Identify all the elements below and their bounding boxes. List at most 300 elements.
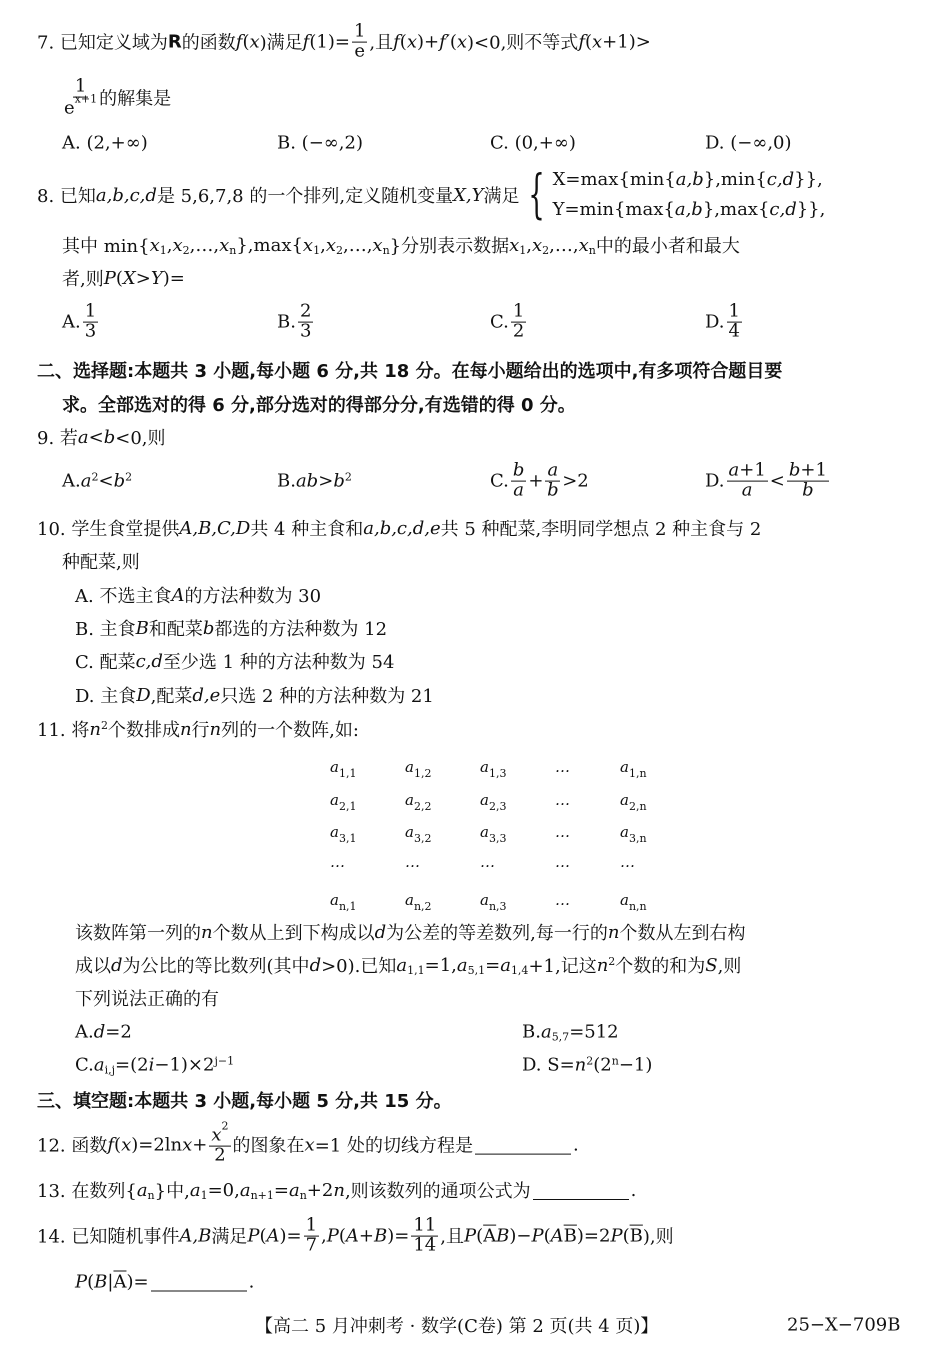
text-run: C. xyxy=(490,311,509,333)
math-var xyxy=(457,32,467,53)
text-run: x xyxy=(304,1134,315,1156)
text-run: f xyxy=(578,31,585,53)
math-var xyxy=(310,955,322,976)
math-var xyxy=(150,235,160,256)
math-var xyxy=(579,235,589,256)
matrix-cell xyxy=(330,791,357,813)
math-var xyxy=(767,169,794,190)
math-var xyxy=(111,955,123,976)
text-run: D. 主食 xyxy=(75,686,137,707)
cell-index: 1,n xyxy=(628,767,647,780)
text-run: x xyxy=(532,234,543,256)
text-line xyxy=(75,682,434,708)
superscript xyxy=(608,955,615,968)
cell-base: a xyxy=(480,823,489,841)
math-var xyxy=(211,1125,221,1146)
bold-text xyxy=(168,32,182,53)
text-run: <0,则 xyxy=(115,428,166,449)
answer-blank xyxy=(533,1181,629,1200)
math-var xyxy=(78,427,89,448)
text-line xyxy=(522,1055,652,1076)
text-run: a xyxy=(136,1179,148,1201)
text-run: $\overline{B}$ xyxy=(629,1225,643,1247)
text-run: n xyxy=(179,718,192,740)
text-run: 者,则 xyxy=(62,269,104,290)
cell-base: a xyxy=(330,823,339,841)
cell-base: … xyxy=(620,853,635,871)
math-var xyxy=(439,32,450,53)
fraction xyxy=(304,1214,319,1256)
cell-index: n,1 xyxy=(338,900,357,913)
math-var xyxy=(551,1226,564,1247)
math-var xyxy=(236,32,243,53)
numerator: 2 xyxy=(299,300,312,322)
cell-base: a xyxy=(480,891,489,909)
math-var xyxy=(675,199,703,220)
system-rows xyxy=(553,165,826,225)
text-run: =(2 xyxy=(115,1054,149,1076)
math-var xyxy=(496,1226,509,1247)
fraction xyxy=(511,300,526,342)
text-run: n xyxy=(574,1054,587,1076)
cell-base: a xyxy=(330,891,339,909)
text-line xyxy=(37,1087,452,1113)
subscript xyxy=(160,244,167,257)
text-run: R xyxy=(167,31,182,53)
text-run: d xyxy=(111,954,123,976)
text-run: n xyxy=(611,1054,619,1068)
math-var xyxy=(592,32,602,53)
text-run: 1 xyxy=(519,243,527,257)
text-run: < xyxy=(88,426,104,448)
matrix-cell xyxy=(555,758,570,776)
fraction xyxy=(545,459,560,501)
cell-index: n,3 xyxy=(488,900,507,913)
text-run: < xyxy=(98,470,114,492)
denominator xyxy=(802,479,814,501)
text-run: C. (0,+∞) xyxy=(490,132,576,154)
text-run: 满足 xyxy=(211,1227,248,1248)
math-var xyxy=(326,235,336,256)
text-run: )满足 xyxy=(259,33,303,54)
text-line xyxy=(62,300,100,342)
subscript xyxy=(519,244,526,257)
text-line xyxy=(75,1022,132,1043)
numerator: 1 xyxy=(305,1214,318,1236)
text-run: b xyxy=(103,426,116,448)
text-run: a xyxy=(77,426,89,448)
text-run: 1 xyxy=(313,243,321,257)
text-run: +1,记这 xyxy=(528,956,597,977)
text-run: 1,4 xyxy=(510,963,529,977)
denominator: 4 xyxy=(728,320,740,342)
text-run: n xyxy=(588,243,596,257)
math-var xyxy=(578,32,585,53)
text-run: A,B,C,D xyxy=(179,517,251,539)
text-run: b xyxy=(547,479,559,501)
text-run: a xyxy=(728,459,740,481)
math-var xyxy=(190,1180,201,1201)
text-run: f xyxy=(302,31,310,53)
text-run: 二、选择题:本题共 3 小题,每小题 6 分,共 18 分。在每小题给出的选项中,有多项符合题目要 xyxy=(37,361,783,382)
cell-index: n,n xyxy=(628,900,647,913)
matrix-cell xyxy=(480,891,507,913)
text-run: . xyxy=(248,1271,255,1293)
fraction xyxy=(727,300,742,342)
math-var xyxy=(94,1022,106,1043)
text-run: Y xyxy=(150,267,163,289)
math-var xyxy=(123,268,136,289)
text-run: },max{ xyxy=(236,234,303,256)
text-run: )− xyxy=(509,1225,532,1247)
text-line xyxy=(37,424,166,450)
text-run: D. S= xyxy=(522,1054,575,1076)
fraction xyxy=(352,20,367,62)
cell-base: a xyxy=(405,791,414,809)
text-run: )= xyxy=(126,1271,149,1293)
cell-index: 3,1 xyxy=(338,832,357,845)
text-run: x xyxy=(578,234,589,256)
text-run: x xyxy=(211,1124,222,1146)
math-var xyxy=(453,185,483,206)
matrix-cell xyxy=(405,791,432,813)
text-run: B xyxy=(374,1225,388,1247)
text-run: a,b,c,d,e xyxy=(363,517,441,539)
text-run: , xyxy=(166,234,173,256)
math-var xyxy=(509,235,519,256)
cell-base: … xyxy=(555,891,570,909)
text-run: ,…, xyxy=(549,234,579,256)
text-run: 满足 xyxy=(483,186,520,207)
denominator xyxy=(513,479,524,501)
cell-base: … xyxy=(480,853,495,871)
text-run: n xyxy=(382,243,390,257)
math-var xyxy=(179,518,250,539)
overlined-var xyxy=(564,1226,577,1247)
text-line xyxy=(37,1177,636,1203)
matrix-cell xyxy=(555,891,570,909)
text-run: 该数阵第一列的 xyxy=(75,923,201,944)
matrix-cell xyxy=(620,891,647,913)
subscript xyxy=(148,1189,155,1202)
matrix-cell xyxy=(330,891,357,913)
text-run: e xyxy=(64,97,75,119)
text-run: ),则 xyxy=(642,1227,674,1248)
text-run: ,…, xyxy=(342,234,373,256)
text-run: 12. 函数 xyxy=(37,1136,108,1157)
text-run: b xyxy=(333,470,345,492)
subscript xyxy=(251,1189,274,1202)
text-run: )=2 xyxy=(576,1225,611,1247)
text-run: 个数从左到右构 xyxy=(619,923,746,944)
math-var xyxy=(769,199,796,220)
text-group xyxy=(553,165,826,195)
text-run: n xyxy=(333,1179,345,1201)
text-run: )=2ln xyxy=(131,1134,183,1156)
text-line xyxy=(490,133,576,154)
math-var xyxy=(597,955,609,976)
text-run: 的图象在 xyxy=(232,1136,305,1157)
text-run: (1)= xyxy=(309,31,350,53)
math-var xyxy=(608,922,620,943)
text-run: B. (−∞,2) xyxy=(277,132,363,154)
math-var xyxy=(407,32,417,53)
text-run: 列的一个数阵,如: xyxy=(221,720,359,741)
text-run: 2 xyxy=(335,243,343,257)
cell-index: 1,3 xyxy=(488,767,507,780)
math-var xyxy=(296,471,318,492)
math-var xyxy=(136,651,163,672)
math-var xyxy=(705,955,717,976)
math-var xyxy=(192,685,220,706)
superscript xyxy=(101,719,108,732)
text-run: = xyxy=(485,954,501,976)
text-line xyxy=(62,75,172,119)
text-run: 2 xyxy=(91,470,99,484)
math-var xyxy=(372,235,382,256)
math-var xyxy=(374,1226,387,1247)
text-run: c,d xyxy=(766,169,795,190)
math-var xyxy=(393,32,400,53)
text-run: n xyxy=(229,243,237,257)
cell-index: 3,n xyxy=(628,832,647,845)
text-run: −1) xyxy=(618,1054,653,1076)
text-run: a xyxy=(239,1179,251,1201)
subscript xyxy=(300,1189,307,1202)
text-run: a,b xyxy=(675,169,704,190)
cell-index: n,2 xyxy=(413,900,432,913)
text-run: a xyxy=(288,1179,300,1201)
text-run: a xyxy=(396,954,408,976)
text-run: (2 xyxy=(593,1054,612,1076)
text-run: f xyxy=(107,1134,115,1156)
text-run: −1)×2 xyxy=(154,1054,215,1076)
text-run: 14. 已知随机事件 xyxy=(37,1227,180,1248)
text-run: x xyxy=(219,234,230,256)
text-run: B xyxy=(496,1225,510,1247)
text-run: A xyxy=(345,1225,359,1247)
math-var xyxy=(327,1226,339,1247)
text-run: a xyxy=(500,954,511,976)
text-run: 至少选 1 种的方法种数为 54 xyxy=(162,652,395,673)
text-line xyxy=(75,1055,234,1076)
text-run: B. xyxy=(277,470,296,492)
subscript xyxy=(383,244,390,257)
text-run: x xyxy=(325,234,336,256)
cell-base: a xyxy=(405,823,414,841)
math-var xyxy=(789,460,801,481)
denominator: 3 xyxy=(299,320,312,342)
text-run: B xyxy=(135,617,149,639)
superscript xyxy=(222,1120,229,1133)
overlined-var xyxy=(630,1226,643,1247)
text-run: 的函数 xyxy=(181,33,236,54)
cell-index: 2,n xyxy=(628,800,647,813)
cell-base: … xyxy=(405,853,420,871)
text-run: ,则 xyxy=(717,956,742,977)
cell-base: … xyxy=(555,823,570,841)
text-run: n xyxy=(201,921,213,943)
text-run: n xyxy=(607,921,620,943)
cell-base: a xyxy=(405,891,414,909)
math-var xyxy=(333,471,345,492)
matrix-cell xyxy=(405,853,420,871)
text-run: ( xyxy=(242,31,250,53)
fraction xyxy=(511,459,527,501)
text-run: A xyxy=(266,1225,280,1247)
numerator: 1 xyxy=(512,300,525,322)
cell-index: 2,2 xyxy=(413,800,432,813)
text-run: >2 xyxy=(562,470,589,492)
math-var xyxy=(676,169,704,190)
text-run: 2 xyxy=(586,1054,594,1068)
text-line xyxy=(277,133,363,154)
text-run: )+ xyxy=(416,31,440,53)
text-run: x xyxy=(149,234,160,256)
text-run: P xyxy=(464,1225,477,1247)
text-run: 种配菜,则 xyxy=(62,552,140,573)
text-run: B. xyxy=(277,311,296,333)
superscript xyxy=(612,1055,619,1068)
text-run: 成以 xyxy=(75,956,111,977)
text-run: a,b,c,d xyxy=(95,184,157,206)
superscript xyxy=(125,471,132,484)
text-run: . xyxy=(572,1134,579,1156)
text-run: A xyxy=(171,584,185,606)
cell-base: a xyxy=(620,891,629,909)
math-var xyxy=(396,955,407,976)
math-var xyxy=(137,1180,148,1201)
text-run: , xyxy=(320,234,326,256)
superscript xyxy=(586,1055,593,1068)
superscript xyxy=(75,93,97,106)
text-line xyxy=(75,615,387,641)
math-var xyxy=(210,719,222,740)
matrix-cell xyxy=(555,791,570,809)
matrix-cell xyxy=(620,791,647,813)
text-line xyxy=(75,919,745,945)
text-run: a xyxy=(547,459,559,481)
text-run: 2 xyxy=(182,243,190,257)
text-run: ( xyxy=(476,1225,484,1247)
text-line xyxy=(37,515,761,541)
text-run: )= xyxy=(279,1225,302,1247)
text-run: ( xyxy=(259,1225,267,1247)
text-run: A,B xyxy=(179,1225,212,1247)
text-run: =1 处的切线方程是 xyxy=(314,1136,473,1157)
math-var xyxy=(303,32,310,53)
text-run: x xyxy=(592,31,603,53)
text-run: ( xyxy=(543,1225,551,1247)
text-run: P xyxy=(531,1225,544,1247)
text-run: )= xyxy=(162,267,185,289)
math-var xyxy=(136,685,150,706)
text-run: 5,1 xyxy=(467,963,486,977)
math-var xyxy=(729,460,740,481)
text-run: C. xyxy=(75,1054,94,1076)
fraction xyxy=(64,75,98,119)
answer-blank xyxy=(151,1273,247,1292)
text-run: b xyxy=(802,479,814,501)
cell-base: a xyxy=(480,758,489,776)
text-run: 2 xyxy=(608,954,616,968)
subscript xyxy=(511,964,529,977)
text-run: ( xyxy=(338,1225,346,1247)
text-run: +1)> xyxy=(602,31,651,53)
math-var xyxy=(114,471,126,492)
text-line xyxy=(75,952,741,978)
subscript xyxy=(183,244,190,257)
text-run: A. xyxy=(62,311,81,333)
text-run: x xyxy=(372,234,383,256)
footer-code: 25−X−709B xyxy=(787,1314,901,1336)
text-line xyxy=(62,265,185,291)
text-run: > xyxy=(135,267,151,289)
math-var xyxy=(610,1226,622,1247)
text-run: =0, xyxy=(207,1179,240,1201)
text-run: a xyxy=(540,1021,552,1043)
math-var xyxy=(249,32,259,53)
text-run: A. 不选主食 xyxy=(75,586,172,607)
subscript xyxy=(336,244,343,257)
text-run: a xyxy=(80,470,92,492)
text-run: A xyxy=(550,1225,564,1247)
subscript xyxy=(105,1064,115,1077)
matrix-cell xyxy=(480,758,507,780)
denominator: 3 xyxy=(84,320,97,342)
matrix-cell xyxy=(555,853,570,871)
text-run: 只选 2 种的方法种数为 21 xyxy=(220,686,434,707)
cell-base: a xyxy=(620,823,629,841)
text-line xyxy=(705,300,744,342)
text-run: x xyxy=(182,1134,193,1156)
text-run: D. xyxy=(705,311,725,333)
text-run: + xyxy=(358,1225,375,1247)
text-run: 2 xyxy=(542,243,550,257)
text-run: 1,1 xyxy=(407,963,425,977)
numerator: 1 xyxy=(728,300,740,322)
fraction xyxy=(787,459,829,501)
text-run: D. xyxy=(705,470,725,492)
subscript xyxy=(468,964,486,977)
text-run: 共 4 种主食和 xyxy=(250,519,364,540)
cell-base: … xyxy=(330,853,345,871)
text-run: ( xyxy=(449,31,457,53)
superscript xyxy=(91,471,98,484)
text-run: 2 xyxy=(100,718,108,732)
text-run: 为公比的等比数列(其中 xyxy=(122,956,310,977)
text-run: A. (2,+∞) xyxy=(62,132,148,154)
text-run: X xyxy=(122,267,136,289)
text-run: d xyxy=(309,954,322,976)
matrix-cell xyxy=(620,758,647,780)
text-run: X,Y xyxy=(453,184,484,206)
text-run: 2 xyxy=(125,470,133,484)
text-run: . xyxy=(630,1179,637,1201)
text-run: 5,7 xyxy=(551,1030,570,1044)
text-run: c,d xyxy=(135,650,163,672)
text-line xyxy=(37,20,651,62)
math-var xyxy=(240,1180,251,1201)
cell-base: a xyxy=(480,791,489,809)
math-var xyxy=(532,1226,544,1247)
matrix-cell xyxy=(405,823,432,845)
text-run: | xyxy=(107,1271,114,1293)
text-run: +1 xyxy=(800,459,827,481)
text-run: x xyxy=(172,234,183,256)
text-run: ,且 xyxy=(440,1227,464,1248)
cell-base: a xyxy=(620,791,629,809)
